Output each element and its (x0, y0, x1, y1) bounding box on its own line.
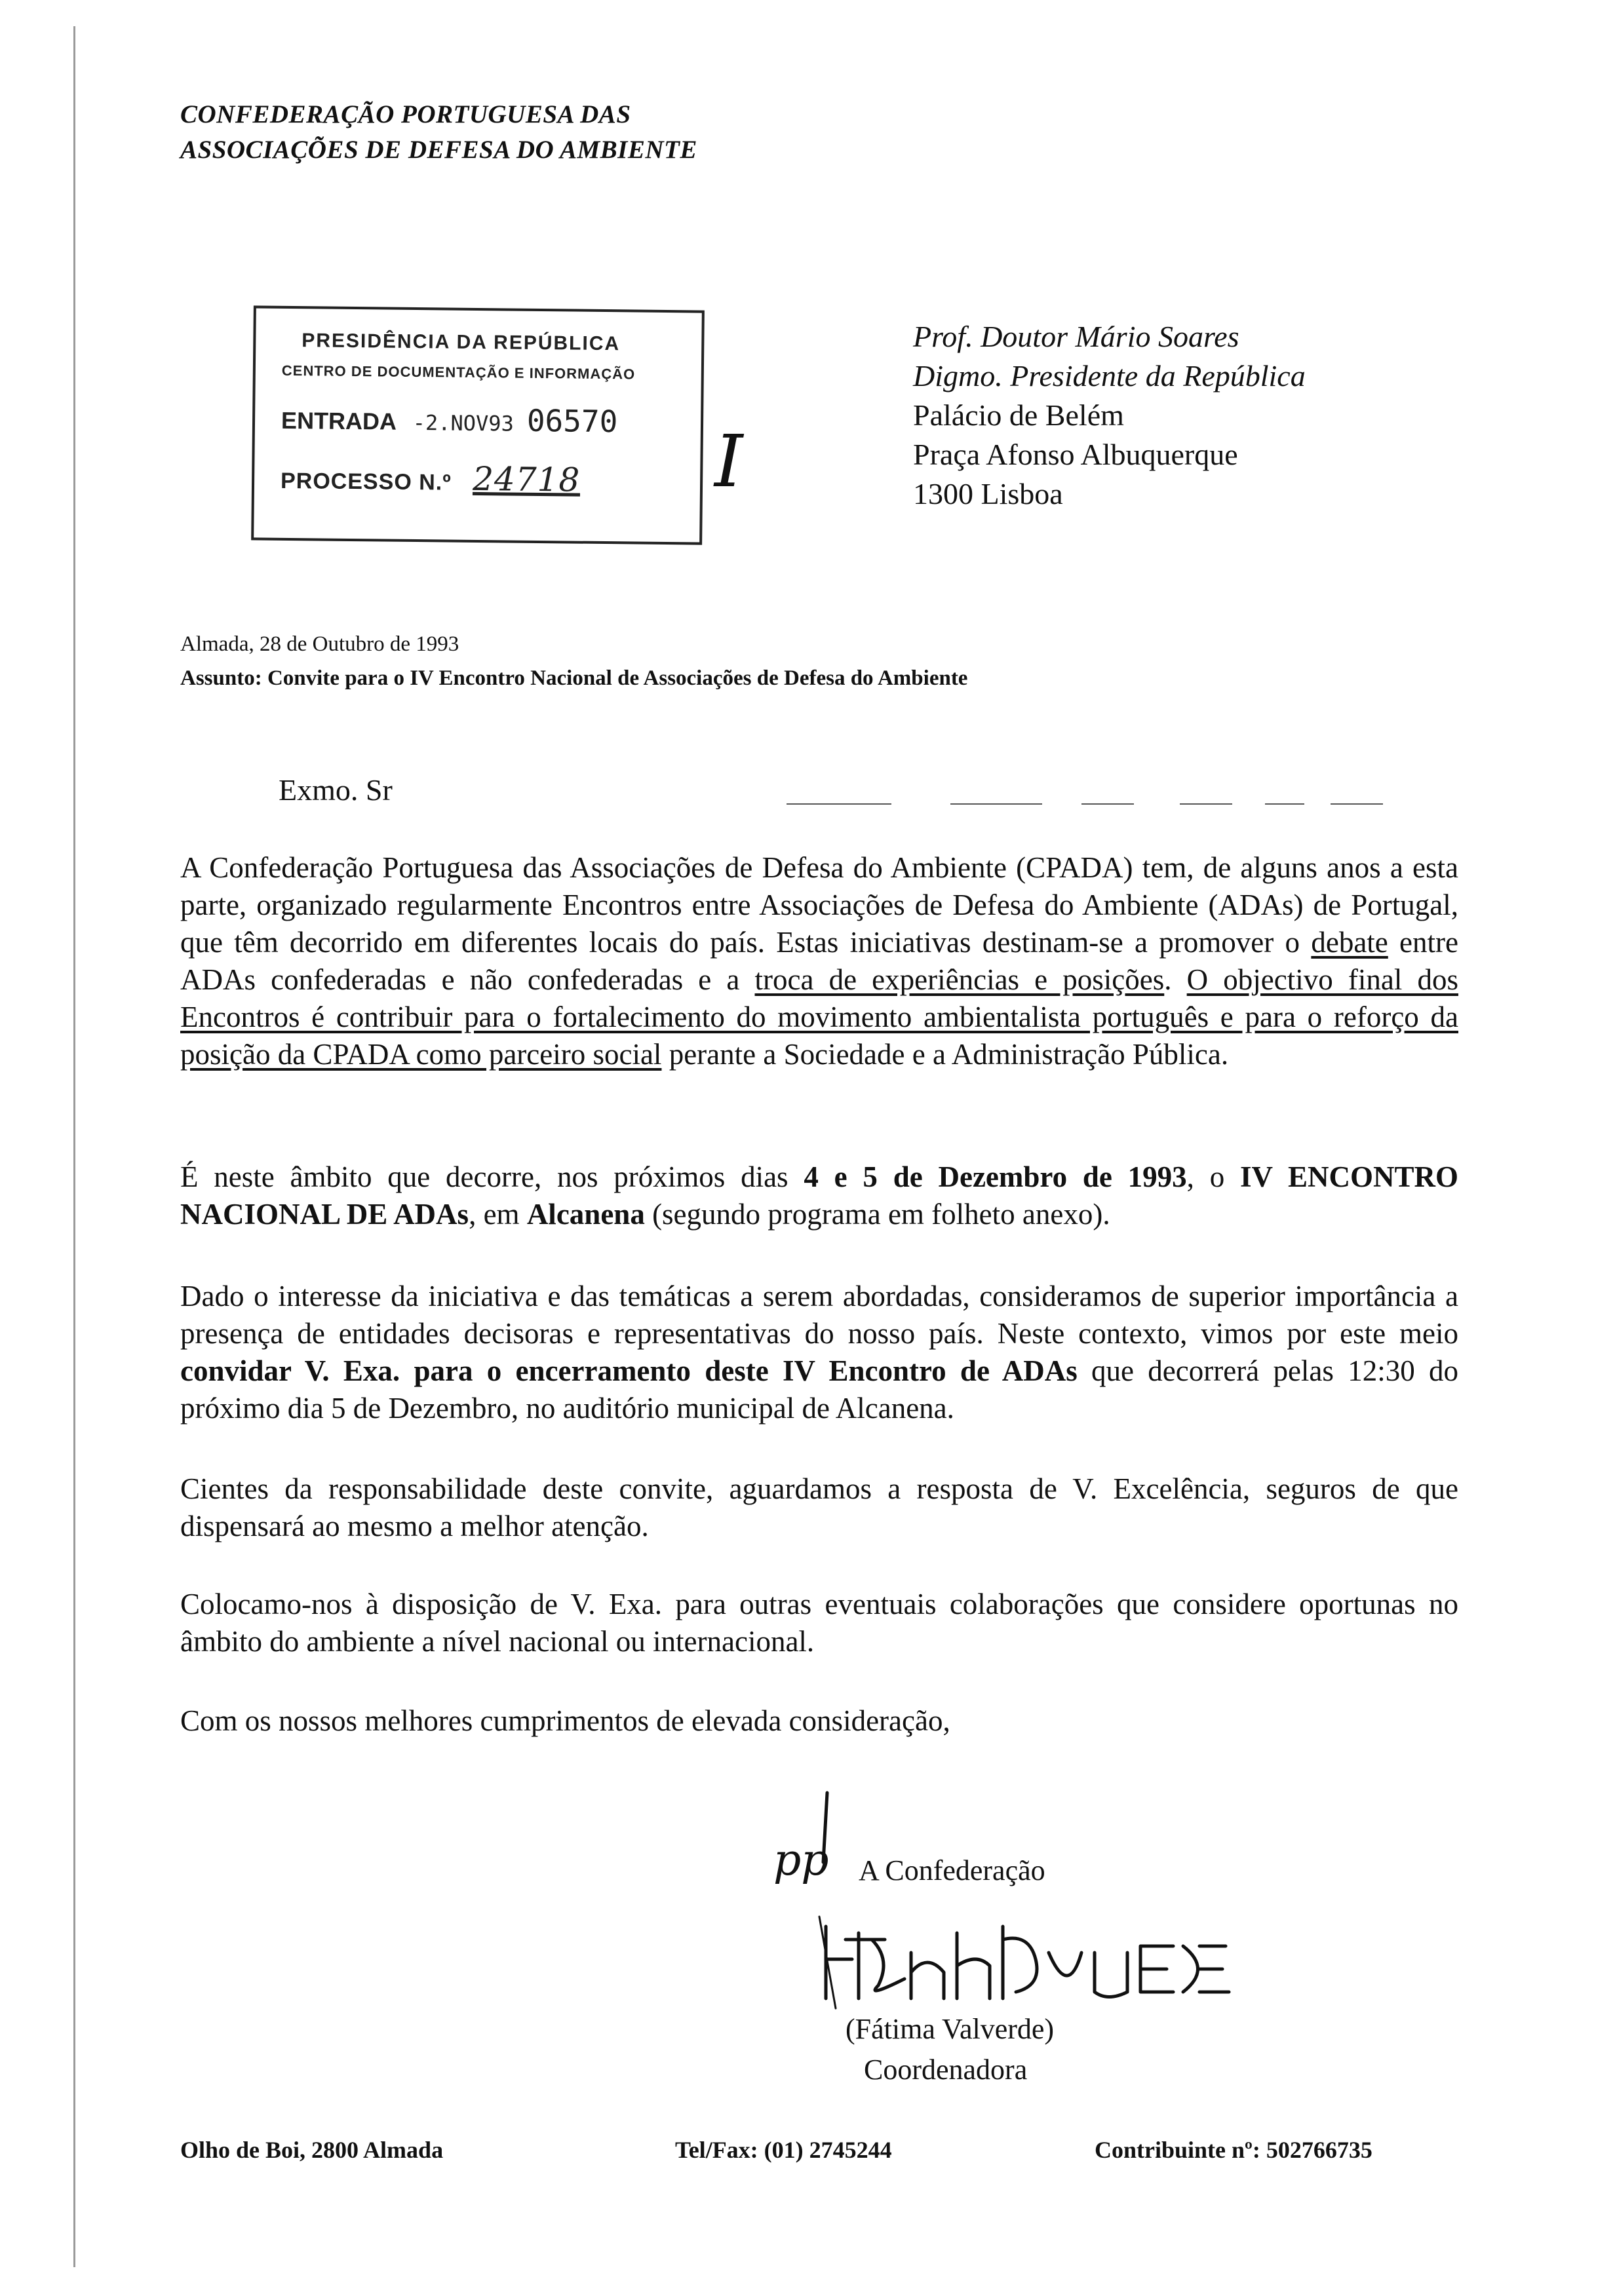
letterhead (180, 97, 697, 168)
paragraph-1 (180, 849, 1458, 1073)
paragraph-2-text-a: É neste âmbito que decorre, nos próximos dias (180, 1160, 804, 1193)
recipient-address-3: 1300 Lisboa (913, 477, 1063, 510)
stamp-entrada-label: ENTRADA (281, 406, 396, 435)
handwritten-mark: I (714, 419, 743, 503)
stamp-line-1: PRESIDÊNCIA DA REPÚBLICA (302, 330, 621, 355)
paragraph-2-bold-event: IV ENCONTRO NACIONAL DE ADAs (180, 1160, 1458, 1231)
stray-dash (1331, 803, 1383, 805)
salutation: Exmo. Sr (279, 773, 393, 807)
paragraph-2-bold-place: Alcanena (526, 1198, 645, 1231)
page-margin-line (73, 26, 75, 2267)
recipient-name: Prof. Doutor Mário Soares (913, 320, 1239, 353)
signature-pp: pp (773, 1835, 829, 1885)
date-line: Almada, 28 de Outubro de 1993 (180, 632, 459, 656)
date-subject-block (180, 627, 967, 695)
paragraph-2-text-d: , em (469, 1198, 527, 1231)
paragraph-3-text-c: que decorrerá pelas 12:30 do próximo dia 5 de Dezembro, no auditório municipal de Alcanena. (180, 1354, 1458, 1425)
stamp-processo-number: 24718 (472, 459, 581, 499)
paragraph-2 (180, 1158, 1458, 1233)
signature-block (859, 1850, 1045, 1891)
signature-name: (Fátima Valverde) (846, 2013, 1055, 2045)
paragraph-1-text-b: entre ADAs confederadas e não confederadas e a (180, 926, 1458, 996)
paragraph-3-text-a: Dado o interesse da iniciativa e das temáticas a serem abordadas, consideramos de superior importância a presença de entidades decisoras e representativas do nosso país. Neste contexto, vimos por este meio (180, 1280, 1458, 1350)
letterhead-line-1: CONFEDERAÇÃO PORTUGUESA DAS (180, 100, 631, 128)
paragraph-2-text-e: (segundo programa em folheto anexo). (644, 1198, 1110, 1231)
signature-role: Coordenadora (864, 2054, 1028, 2086)
paragraph-6: Com os nossos melhores cumprimentos de elevada consideração, (180, 1704, 950, 1737)
handwritten-signature (806, 1913, 1252, 2012)
paragraph-4: Cientes da responsabilidade deste convite, aguardamos a resposta de V. Excelência, seguros de que dispensará ao mesmo a melhor atenção. (180, 1472, 1458, 1542)
stamp-entrada (281, 400, 618, 439)
paragraph-2-bold-dates: 4 e 5 de Dezembro de 1993 (804, 1160, 1187, 1193)
paragraph-1-underline-1: debate (1311, 926, 1388, 959)
paragraph-1-underline-2: troca de experiências e posições (754, 963, 1165, 996)
letterhead-line-2: ASSOCIAÇÕES DE DEFESA DO AMBIENTE (180, 136, 697, 164)
paragraph-1-underline-3: O objectivo final dos Encontros é contribuir para o fortalecimento do movimento ambientalista português e para o reforço da posição da CPADA como parceiro social (180, 963, 1458, 1071)
stray-dash (950, 803, 1042, 805)
paragraph-1-text-c: . (1164, 963, 1187, 996)
stamp-entrada-number: 06570 (526, 402, 618, 440)
paragraph-3-bold-invite: convidar V. Exa. para o encerramento deste IV Encontro de ADAs (180, 1354, 1078, 1387)
stamp-line-2: CENTRO DE DOCUMENTAÇÃO E INFORMAÇÃO (281, 362, 636, 383)
paragraph-3 (180, 1278, 1458, 1427)
signature-pp-stroke (813, 1789, 839, 1867)
stray-dash (1265, 803, 1304, 805)
paragraph-2-text-c: , o (1186, 1160, 1240, 1193)
recipient-title: Digmo. Presidente da República (913, 359, 1306, 392)
footer-tax-number: Contribuinte nº: 502766735 (1095, 2137, 1372, 2163)
subject-line: Assunto: Convite para o IV Encontro Nacional de Associações de Defesa do Ambiente (180, 666, 968, 690)
paragraph-1-text-a: A Confederação Portuguesa das Associações de Defesa do Ambiente (CPADA) tem, de alguns anos a esta parte, organizado regularmente Encontros entre Associações de Defesa do Ambiente (ADAs) de Portugal, que têm decorrido em diferentes locais do país. Estas iniciativas destinam-se a promover o (180, 851, 1458, 959)
recipient-block (913, 317, 1306, 514)
stray-dash (1180, 803, 1232, 805)
stamp-entrada-date: -2.NOV93 (412, 410, 515, 436)
reception-stamp (251, 305, 705, 545)
signature-org: A Confederação (859, 1854, 1045, 1886)
footer-phone: Tel/Fax: (01) 2745244 (675, 2137, 892, 2163)
footer-address: Olho de Boi, 2800 Almada (180, 2137, 444, 2163)
recipient-address-1: Palácio de Belém (913, 398, 1124, 432)
stray-dash (787, 803, 891, 805)
stray-dash (1081, 803, 1134, 805)
stamp-processo (281, 458, 581, 499)
paragraph-1-text-d: perante a Sociedade e a Administração Pública. (661, 1038, 1229, 1071)
recipient-address-2: Praça Afonso Albuquerque (913, 438, 1238, 471)
paragraph-5: Colocamo-nos à disposição de V. Exa. para outras eventuais colaborações que considere oportunas no âmbito do ambiente a nível nacional ou internacional. (180, 1588, 1458, 1658)
stamp-processo-label: PROCESSO N.º (280, 468, 452, 495)
